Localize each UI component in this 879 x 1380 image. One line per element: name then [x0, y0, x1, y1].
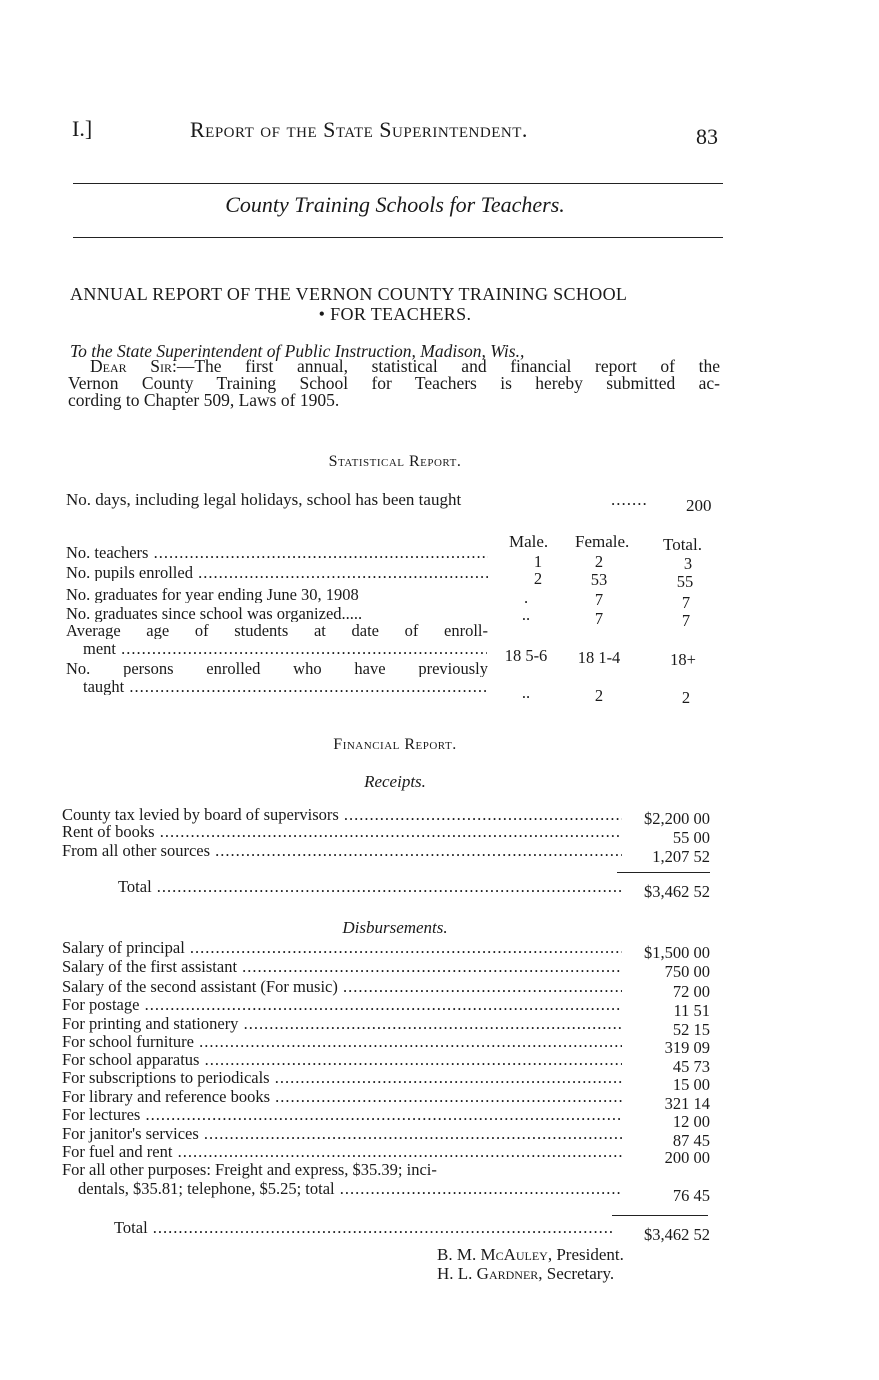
disb-label: For lectures .....	[62, 1106, 622, 1124]
disbursements-total-rule	[612, 1215, 708, 1216]
other-purposes-line2: dentals, $35.81; telephone, $5.25; total .....	[78, 1180, 622, 1198]
stat-grad-total-male: ..	[521, 605, 531, 624]
disb-label: Salary of principal .....	[62, 939, 622, 957]
stat-prev-female: 2	[594, 686, 604, 705]
disb-amount: 321 14	[664, 1094, 710, 1113]
header-rule-bottom	[73, 237, 723, 238]
stat-age-total: 18+	[670, 650, 696, 669]
disb-label: For school furniture .....	[62, 1033, 622, 1051]
disb-label: For printing and stationery .....	[62, 1015, 622, 1033]
stat-pupils-total: 55	[676, 572, 694, 591]
bullet-dot: •	[318, 304, 331, 324]
receipts-total-amount: $3,462 52	[644, 882, 710, 901]
disb-label: For fuel and rent .....	[62, 1143, 622, 1161]
disb-row	[62, 1125, 722, 1150]
disb-amount: 52 15	[672, 1020, 710, 1039]
letter-paragraph	[68, 358, 720, 409]
stat-age-female: 18 1-4	[577, 648, 621, 667]
report-title-line2-text: FOR TEACHERS.	[330, 304, 472, 324]
stat-label	[66, 660, 488, 677]
receipt-label: Rent of books .....	[62, 823, 622, 841]
receipt-row-county-tax	[62, 806, 722, 828]
receipts-total-rule	[617, 872, 710, 873]
stat-label: No. graduates since school was organized.....	[66, 605, 363, 622]
statistical-heading: Statistical Report.	[328, 453, 462, 470]
disb-row	[62, 1143, 722, 1167]
receipt-label: From all other sources .....	[62, 842, 622, 860]
disb-row	[62, 996, 722, 1020]
disb-row	[62, 939, 722, 962]
disb-label: Salary of the first assistant .....	[62, 958, 622, 976]
letter-line-2: Vernon County Training School for Teachers is hereby submitted ac-	[68, 373, 720, 393]
receipt-amount: 55 00	[672, 828, 710, 847]
stat-label-text: No. persons enrolled who have previously	[66, 660, 488, 677]
stat-grad-total-female: 7	[594, 609, 604, 628]
days-taught-dots: .......	[611, 490, 648, 509]
signature-name: B. M. McAuley	[437, 1245, 548, 1264]
financial-heading: Financial Report.	[333, 736, 457, 753]
report-title-line1: ANNUAL REPORT OF THE VERNON COUNTY TRAINING SCHOOL	[70, 284, 628, 304]
other-purposes-amount: 76 45	[672, 1186, 710, 1205]
signature-title: President.	[556, 1245, 624, 1264]
receipt-amount: 1,207 52	[652, 847, 710, 866]
disb-amount: 15 00	[672, 1075, 710, 1094]
disb-amount: 200 00	[664, 1148, 710, 1167]
days-taught-label: No. days, including legal holidays, school has been taught	[66, 490, 462, 509]
stat-pupils-male: 2	[533, 569, 543, 588]
stat-teachers-female: 2	[594, 552, 604, 571]
page-number: 83	[696, 124, 718, 149]
disbursements-total-amount: $3,462 52	[644, 1225, 710, 1244]
header-rule-top	[73, 183, 723, 184]
disb-row	[62, 1106, 722, 1131]
letter-dear: Dear Sir	[90, 356, 172, 376]
disb-row	[62, 1015, 722, 1039]
signature-comma: ,	[538, 1264, 547, 1283]
receipts-total-row	[62, 878, 722, 901]
disb-amount: 12 00	[672, 1112, 710, 1131]
stat-prev-total: 2	[681, 688, 691, 707]
signature-name: H. L. Gardner	[437, 1264, 539, 1283]
disb-row	[62, 1033, 722, 1057]
stat-teachers-total: 3	[683, 554, 693, 573]
stat-label-cont: ment .....	[83, 640, 487, 657]
header-left-mark: I.]	[72, 116, 93, 141]
report-title-line2	[60, 304, 730, 325]
disb-label: For subscriptions to periodicals .....	[62, 1069, 622, 1087]
stat-age-male: 18 5-6	[504, 646, 548, 665]
disb-row	[62, 1051, 722, 1076]
stat-teachers-male: 1	[533, 552, 543, 571]
disbursements-heading: Disbursements.	[342, 918, 448, 937]
receipt-label: County tax levied by board of supervisors .....	[62, 806, 622, 824]
other-purposes-row	[78, 1180, 722, 1205]
disb-amount: 72 00	[672, 982, 710, 1001]
letter-line1-rest: :—The first annual, statistical and financial report of the	[171, 356, 720, 376]
disb-row	[62, 1069, 722, 1094]
disb-label: For school apparatus .....	[62, 1051, 622, 1069]
col-male-header: Male.	[509, 532, 549, 551]
stat-prev-male: ..	[521, 683, 531, 702]
disb-row	[62, 958, 722, 981]
signature-president	[437, 1245, 624, 1265]
disb-amount: 11 51	[673, 1001, 710, 1020]
stat-grad-year-total: 7	[681, 593, 691, 612]
receipt-row-other-sources	[62, 842, 722, 866]
other-purposes-line1: For all other purposes: Freight and express, $35.39; inci-	[62, 1160, 437, 1179]
running-title: Report of the State Superintendent.	[190, 117, 528, 142]
days-taught-value: 200	[686, 496, 712, 515]
disb-row	[62, 1088, 722, 1113]
stat-label: No. teachers .....	[66, 544, 488, 561]
signature-title: Secretary.	[546, 1264, 615, 1283]
letter-line-3: cording to Chapter 509, Laws of 1905.	[68, 390, 340, 410]
disb-amount: 319 09	[664, 1038, 710, 1057]
disb-amount: 45 73	[672, 1057, 710, 1076]
disbursements-total-row	[62, 1219, 722, 1244]
disb-amount: $1,500 00	[644, 943, 710, 962]
col-female-header: Female.	[575, 532, 630, 551]
stat-grad-year-male: .	[523, 588, 529, 607]
stat-pupils-female: 53	[590, 570, 608, 589]
receipts-total-label: Total .....	[62, 878, 622, 896]
stat-grad-year-female: 7	[594, 590, 604, 609]
section-title: County Training Schools for Teachers.	[225, 192, 565, 217]
signature-secretary	[437, 1264, 614, 1284]
receipt-row-rent-books	[62, 823, 722, 847]
disbursements-total-label: Total .....	[62, 1219, 612, 1237]
stat-label: No. graduates for year ending June 30, 1908	[66, 586, 359, 603]
salutation-to: To the State Superintendent of Public Instruction, Madison, Wis.,	[70, 341, 525, 361]
stat-label-text: Average age of students at date of enroll-	[66, 622, 488, 639]
receipts-heading: Receipts.	[364, 772, 426, 791]
disb-label: For janitor's services .....	[62, 1125, 622, 1143]
disb-label: For postage .....	[62, 996, 622, 1014]
signature-comma: ,	[547, 1245, 557, 1264]
disb-row	[62, 978, 722, 1001]
col-total-header: Total.	[663, 535, 702, 554]
stat-label-cont: taught .....	[83, 678, 487, 695]
disb-amount: 87 45	[672, 1131, 710, 1150]
disb-label: For library and reference books .....	[62, 1088, 622, 1106]
stat-label: No. pupils enrolled .....	[66, 564, 488, 581]
disb-amount: 750 00	[664, 962, 710, 981]
stat-label	[66, 622, 488, 639]
stat-grad-total-total: 7	[681, 611, 691, 630]
disb-label: Salary of the second assistant (For music) .....	[62, 978, 622, 996]
receipt-amount: $2,200 00	[644, 809, 710, 828]
